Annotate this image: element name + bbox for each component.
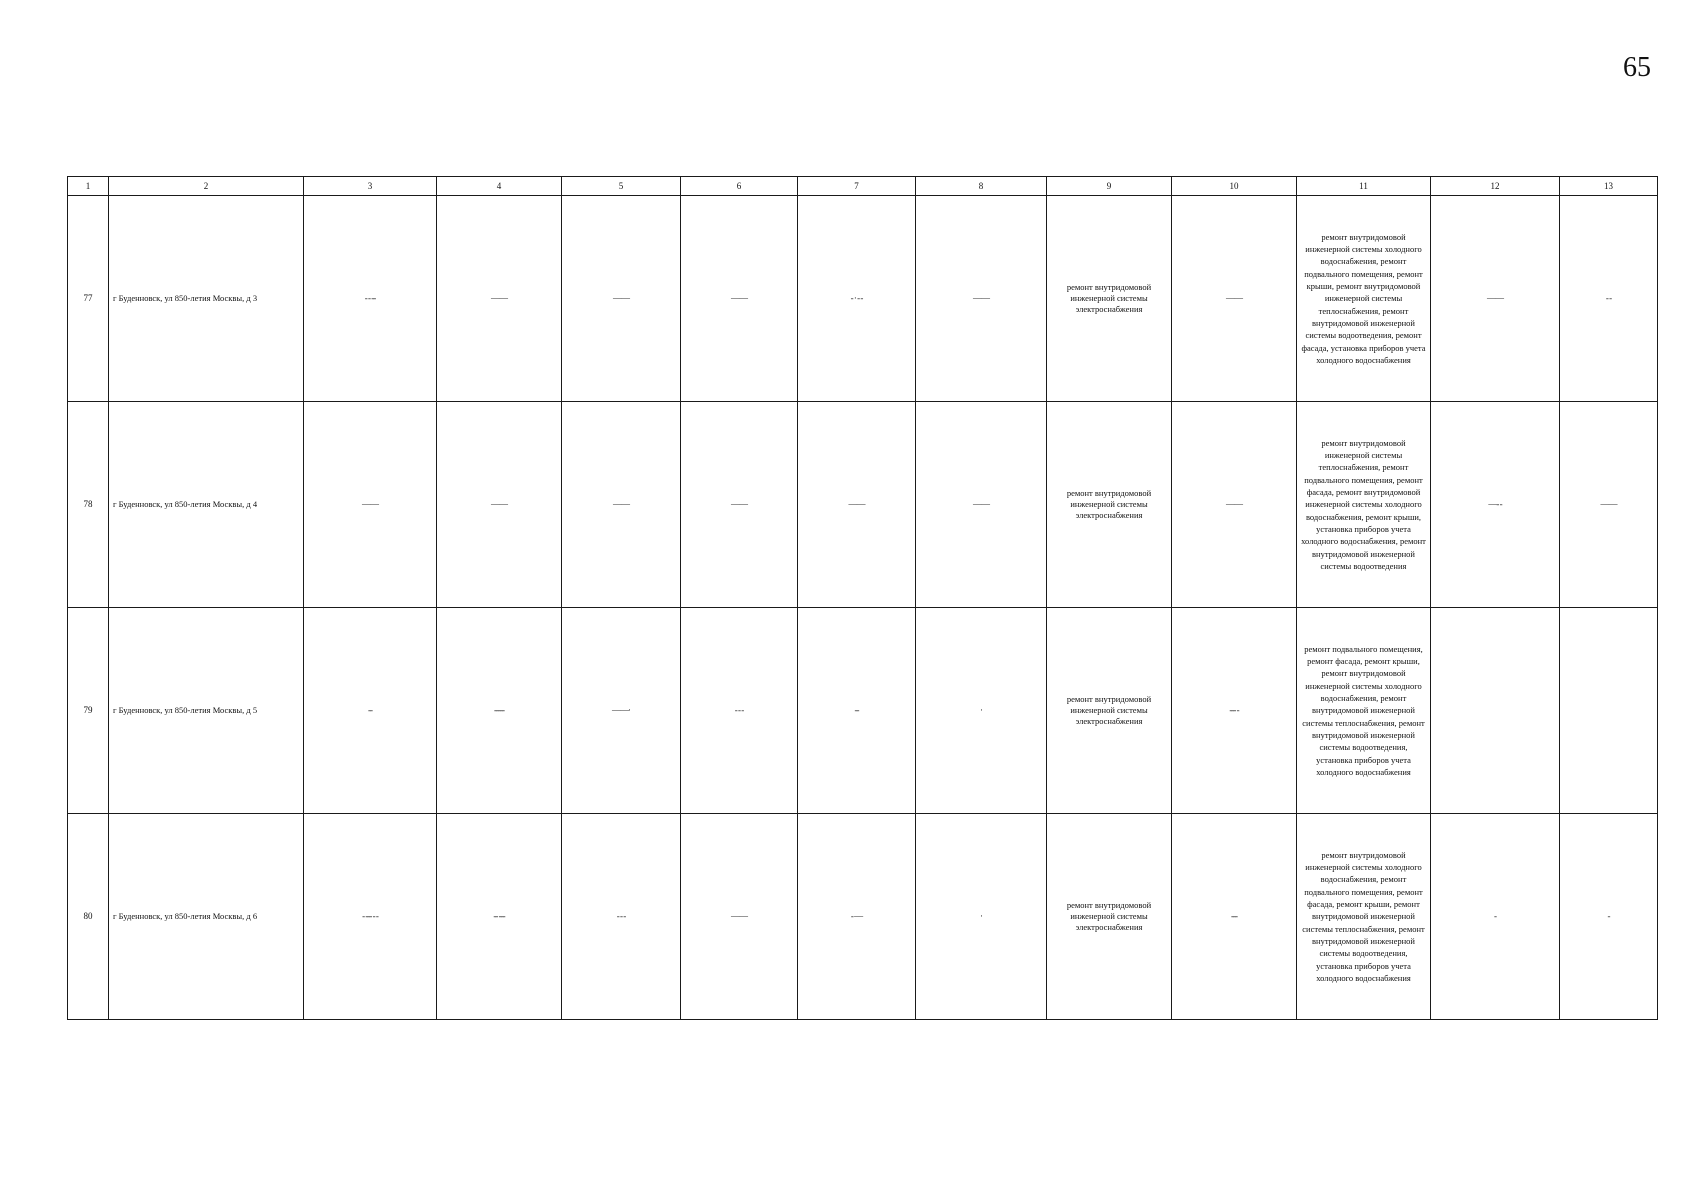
- repair-table-container: [67, 176, 1657, 1020]
- cell-col-13: [1560, 608, 1658, 814]
- row-number: 77: [68, 196, 109, 402]
- cell-col-4: -- ---: [437, 814, 562, 1020]
- table-row: [68, 196, 1658, 402]
- header-cell-4: 4: [437, 177, 562, 196]
- cell-col-7: - · - -: [798, 196, 916, 402]
- cell-col-8: ·: [916, 814, 1047, 1020]
- cell-col-3: - - --: [304, 196, 437, 402]
- header-cell-9: 9: [1047, 177, 1172, 196]
- cell-col-9-work: ремонт внутридомовой инженерной системы электроснабжения: [1047, 402, 1172, 608]
- cell-col-6: ——: [681, 402, 798, 608]
- page-number: 65: [1623, 52, 1651, 83]
- cell-col-9-work: ремонт внутридомовой инженерной системы электроснабжения: [1047, 196, 1172, 402]
- row-number: 78: [68, 402, 109, 608]
- cell-col-11-work: ремонт внутридомовой инженерной системы теплоснабжения, ремонт подвального помещения, ремонт фасада, ремонт внутридомовой инженерной системы холодного водоснабжения, ремонт крыши, установка приборов учета холодного водоснабжения, ремонт внутридомовой инженерной системы водоотведения: [1297, 402, 1431, 608]
- address-cell: г Буденновск, ул 850-летия Москвы, д 3: [109, 196, 304, 402]
- cell-col-13: ——: [1560, 402, 1658, 608]
- cell-col-7: - —: [798, 814, 916, 1020]
- header-cell-6: 6: [681, 177, 798, 196]
- cell-col-4: ——: [437, 402, 562, 608]
- cell-col-6: - - -: [681, 608, 798, 814]
- cell-col-10: ——: [1172, 196, 1297, 402]
- header-cell-2: 2: [109, 177, 304, 196]
- header-cell-8: 8: [916, 177, 1047, 196]
- cell-col-11-work: ремонт внутридомовой инженерной системы холодного водоснабжения, ремонт подвального помещения, ремонт фасада, ремонт крыши, ремонт внутридомовой инженерной системы теплоснабжения, ремонт внутридомовой инженерной системы водоотведения, установка приборов учета холодного водоснабжения: [1297, 814, 1431, 1020]
- cell-col-3: ——: [304, 402, 437, 608]
- cell-col-8: ——: [916, 196, 1047, 402]
- cell-col-5: ——·: [562, 608, 681, 814]
- cell-col-3: - --- - -: [304, 814, 437, 1020]
- header-cell-10: 10: [1172, 177, 1297, 196]
- header-cell-11: 11: [1297, 177, 1431, 196]
- cell-col-6: ——: [681, 196, 798, 402]
- table-row: [68, 608, 1658, 814]
- header-cell-12: 12: [1431, 177, 1560, 196]
- address-cell: г Буденновск, ул 850-летия Москвы, д 6: [109, 814, 304, 1020]
- repair-table: [67, 176, 1658, 1020]
- cell-col-6: ——: [681, 814, 798, 1020]
- address-cell: г Буденновск, ул 850-летия Москвы, д 4: [109, 402, 304, 608]
- cell-col-8: ·: [916, 608, 1047, 814]
- cell-col-12: -: [1431, 814, 1560, 1020]
- header-cell-3: 3: [304, 177, 437, 196]
- cell-col-10: --- -: [1172, 608, 1297, 814]
- row-number: 80: [68, 814, 109, 1020]
- header-cell-7: 7: [798, 177, 916, 196]
- cell-col-4: -----: [437, 608, 562, 814]
- cell-col-12: —- -: [1431, 402, 1560, 608]
- cell-col-5: ——: [562, 402, 681, 608]
- cell-col-13: -: [1560, 814, 1658, 1020]
- cell-col-13: - -: [1560, 196, 1658, 402]
- cell-col-12: ——: [1431, 196, 1560, 402]
- cell-col-11-work: ремонт внутридомовой инженерной системы холодного водоснабжения, ремонт подвального помещения, ремонт крыши, ремонт внутридомовой инженерной системы теплоснабжения, ремонт внутридомовой инженерной системы водоотведения, ремонт фасада, установка приборов учета холодного водоснабжения: [1297, 196, 1431, 402]
- table-row: [68, 402, 1658, 608]
- cell-col-7: ——: [798, 402, 916, 608]
- cell-col-5: - - -: [562, 814, 681, 1020]
- cell-col-5: ——: [562, 196, 681, 402]
- table-row: [68, 814, 1658, 1020]
- cell-col-10: ——: [1172, 402, 1297, 608]
- cell-col-10: ---: [1172, 814, 1297, 1020]
- header-cell-1: 1: [68, 177, 109, 196]
- cell-col-7: --: [798, 608, 916, 814]
- cell-col-9-work: ремонт внутридомовой инженерной системы электроснабжения: [1047, 608, 1172, 814]
- header-cell-13: 13: [1560, 177, 1658, 196]
- cell-col-4: ——: [437, 196, 562, 402]
- row-number: 79: [68, 608, 109, 814]
- cell-col-8: ——: [916, 402, 1047, 608]
- cell-col-3: --: [304, 608, 437, 814]
- address-cell: г Буденновск, ул 850-летия Москвы, д 5: [109, 608, 304, 814]
- cell-col-9-work: ремонт внутридомовой инженерной системы электроснабжения: [1047, 814, 1172, 1020]
- header-cell-5: 5: [562, 177, 681, 196]
- cell-col-12: [1431, 608, 1560, 814]
- header-row: [68, 177, 1658, 196]
- cell-col-11-work: ремонт подвального помещения, ремонт фасада, ремонт крыши, ремонт внутридомовой инженерной системы холодного водоснабжения, ремонт внутридомовой инженерной системы теплоснабжения, ремонт внутридомовой инженерной системы водоотведения, установка приборов учета холодного водоснабжения: [1297, 608, 1431, 814]
